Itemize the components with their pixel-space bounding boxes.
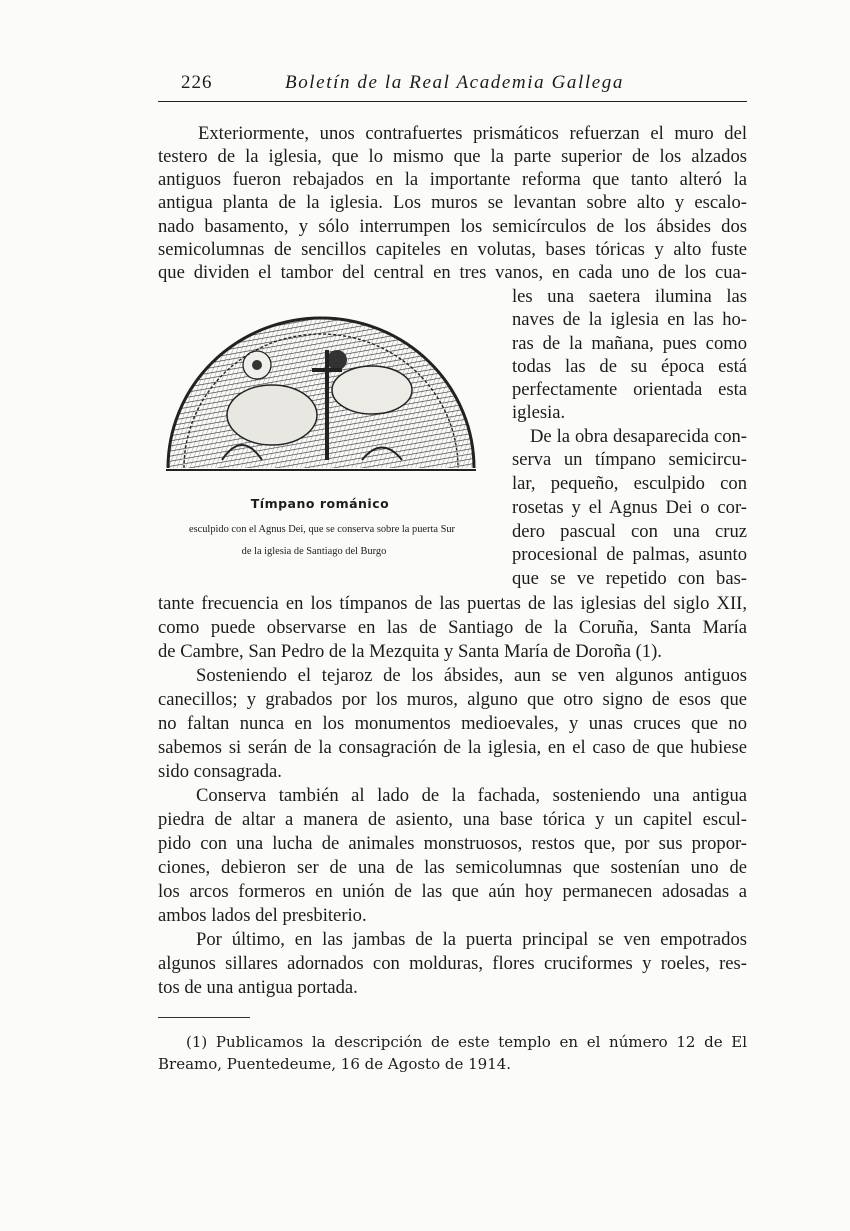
- body-line: Exteriormente, unos contrafuertes prismáticos refuerzan el muro del: [198, 123, 747, 144]
- body-line: Sosteniendo el tejaroz de los ábsides, aun se ven algunos antiguos: [196, 665, 747, 686]
- body-line: canecillos; y grabados por los muros, alguno que otro signo de esos que: [158, 689, 747, 710]
- figure-caption-line: de la iglesia de Santiago del Burgo: [241, 546, 387, 557]
- body-line: nado basamento, y sólo interrumpen los semicírculos de los ábsides dos: [158, 216, 747, 237]
- body-line: ciones, debieron ser de una de las semicolumnas que sostenían uno de: [158, 857, 747, 878]
- body-line: les una saetera ilumina las: [512, 286, 747, 307]
- body-line: no faltan nunca en los monumentos medioevales, y unas cruces que no: [158, 713, 747, 734]
- body-line: rosetas y el Agnus Dei o cor-: [512, 497, 747, 518]
- body-line: semicolumnas de sencillos capiteles en volutas, bases tóricas y alto fuste: [158, 239, 747, 260]
- figure-caption-title: Tímpano románico: [250, 496, 390, 511]
- body-line: que dividen el tambor del central en tres vanos, en cada uno de los cua-: [158, 262, 747, 283]
- body-line: de Cambre, San Pedro de la Mezquita y Santa María de Doroña (1).: [158, 641, 662, 662]
- body-line: piedra de altar a manera de asiento, una base tórica y un capitel escul-: [158, 809, 747, 830]
- body-line: testero de la iglesia, que lo mismo que la parte superior de los alzados: [158, 146, 747, 167]
- body-line: lar, pequeño, esculpido con: [512, 473, 747, 494]
- body-line: naves de la iglesia en las ho-: [512, 309, 747, 330]
- body-line: iglesia.: [512, 402, 566, 423]
- running-head: [181, 72, 743, 98]
- body-line: serva un tímpano semicircu-: [512, 449, 747, 470]
- body-line: antiguos fueron rebajados en la importante reforma que tanto alteró la: [158, 169, 747, 190]
- body-line: Por último, en las jambas de la puerta principal se ven empotrados: [196, 929, 747, 950]
- body-line: perfectamente orientada esta: [512, 379, 747, 400]
- footnote-line: (1) Publicamos la descripción de este templo en el número 12 de El: [186, 1033, 747, 1051]
- footnote-rule: [158, 1017, 250, 1018]
- page-number: 226: [181, 72, 213, 93]
- body-line: ambos lados del presbiterio.: [158, 905, 367, 926]
- body-line: pido con una lucha de animales monstruosos, restos que, por sus propor-: [158, 833, 747, 854]
- body-line: todas las de su época está: [512, 356, 747, 377]
- body-line: como puede observarse en las de Santiago de la Coruña, Santa María: [158, 617, 747, 638]
- tympanum-engraving: [162, 310, 480, 480]
- body-line: ras de la mañana, pues como: [512, 333, 747, 354]
- body-line: sido consagrada.: [158, 761, 282, 782]
- body-line: tos de una antigua portada.: [158, 977, 358, 998]
- body-line: que se ve repetido con bas-: [512, 568, 747, 589]
- body-line: tante frecuencia en los tímpanos de las puertas de las iglesias del siglo XII,: [158, 593, 747, 614]
- tympanum-figure: [162, 310, 480, 480]
- figure-caption-line: esculpido con el Agnus Dei, que se conserva sobre la puerta Sur: [188, 524, 456, 535]
- body-line: algunos sillares adornados con molduras, flores cruciformes y roeles, res-: [158, 953, 747, 974]
- body-line: De la obra desaparecida con-: [530, 426, 747, 447]
- body-line: dero pascual con una cruz: [512, 521, 747, 542]
- header-rule: [158, 101, 747, 102]
- body-line: antigua planta de la iglesia. Los muros se levantan sobre alto y escalo-: [158, 192, 747, 213]
- footnote-line: Breamo, Puentedeume, 16 de Agosto de 1914.: [158, 1055, 512, 1073]
- journal-title: Boletín de la Real Academia Gallega: [285, 72, 624, 93]
- body-line: sabemos si serán de la consagración de la iglesia, en el caso de que hubiese: [158, 737, 747, 758]
- body-line: Conserva también al lado de la fachada, sosteniendo una antigua: [196, 785, 747, 806]
- body-line: los arcos formeros en unión de las que aún hoy permanecen adosadas a: [158, 881, 747, 902]
- body-line: procesional de palmas, asunto: [512, 544, 747, 565]
